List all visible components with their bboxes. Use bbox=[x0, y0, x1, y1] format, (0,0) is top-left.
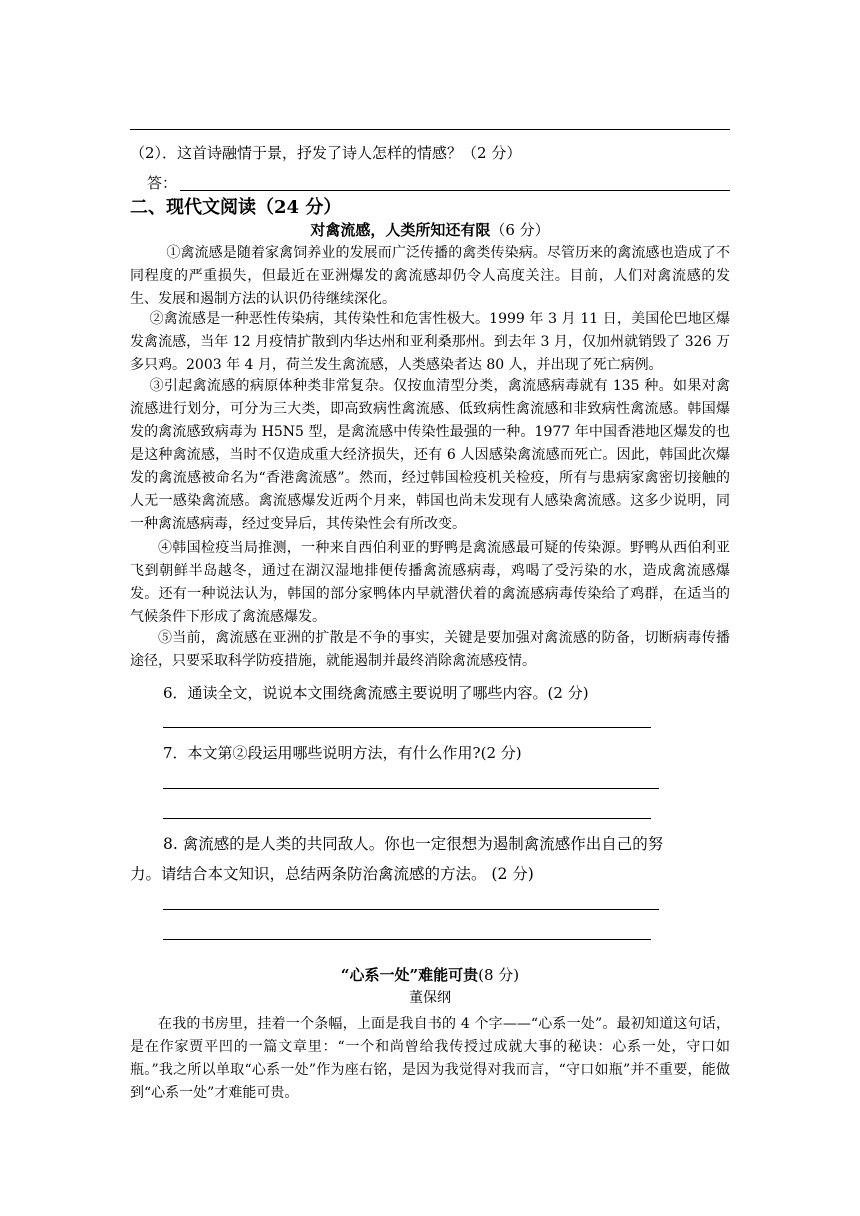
article1-paragraph-5: ⑤当前，禽流感在亚洲的扩散是不争的事实，关键是要加强对禽流感的防备，切断病毒传播途径，只要采取科学防疫措施，就能遏制并最终消除禽流感疫情。 bbox=[130, 630, 730, 669]
question-7: 7．本文第②段运用哪些说明方法，有什么作用?(2 分) bbox=[163, 744, 522, 762]
section-heading: 二、现代文阅读（24 分） bbox=[130, 197, 342, 218]
article1-paragraph-2: ②禽流感是一种恶性传染病，其传染性和危害性极大。1999 年 3 月 11 日，美国伦巴地区爆发禽流感，当年 12 月疫情扩散到内华达州和亚利桑那州。到去年 3 月，仅加州就销毁了 326 万多只鸡。2003 年 4 月，荷兰发生禽流感，人类感染者达 80 人，并出现了死亡病例。 bbox=[130, 311, 730, 373]
article2-paragraph: 在我的书房里，挂着一个条幅，上面是我自书的 4 个字——“心系一处”。最初知道这句话，是在作家贾平凹的一篇文章里：“一个和尚曾给我传授过成就大事的秘诀：心系一处，守口如瓶。”我之所以单取“心系一处”作为座右铭，是因为我觉得对我而言，“守口如瓶”并不重要，能做到“心系一处”才难能可贵。 bbox=[130, 1016, 730, 1101]
answer-line[interactable] bbox=[180, 190, 730, 191]
answer-line-q7-1[interactable] bbox=[163, 788, 659, 789]
answer-line-q6[interactable] bbox=[163, 727, 651, 728]
answer-line-top bbox=[130, 129, 730, 130]
answer-label: 答： bbox=[147, 174, 178, 192]
article1-score: （6 分） bbox=[490, 221, 550, 239]
answer-line-q8-2[interactable] bbox=[163, 939, 651, 940]
question-2: （2）．这首诗融情于景，抒发了诗人怎样的情感？（2 分） bbox=[130, 144, 522, 162]
question-6: 6．通读全文，说说本文围绕禽流感主要说明了哪些内容。(2 分) bbox=[163, 684, 589, 702]
article2-author: 董保纲 bbox=[409, 990, 451, 1006]
article1-paragraph-1: ①禽流感是随着家禽饲养业的发展而广泛传播的禽类传染病。尽管历来的禽流感也造成了不同程度的严重损失，但最近在亚洲爆发的禽流感却仍令人高度关注。目前，人们对禽流感的发生、发展和遏制方法的认识仍待继续深化。 bbox=[130, 245, 730, 307]
article1-title: 对禽流感，人类所知还有限 bbox=[310, 221, 491, 239]
question-8-line-2: 力。请结合本文知识，总结两条防治禽流感的方法。 (2 分) bbox=[130, 865, 534, 883]
article1-paragraph-3: ③引起禽流感的病原体种类非常复杂。仅按血清型分类，禽流感病毒就有 135 种。如果对禽流感进行划分，可分为三大类，即高致病性禽流感、低致病性禽流感和非致病性禽流感。韩国爆发的禽流感致病毒为 H5N5 型，是禽流感中传染性最强的一种。1977 年中国香港地区爆发的也是这种禽流感，当时不仅造成重大经济损失，还有 6 人因感染禽流感而死亡。因此，韩国此次爆发的禽流感被命名为“香港禽流感”。然而，经过韩国检疫机关检疫，所有与患病家禽密切接触的人无一感染禽流感。禽流感爆发近两个月来，韩国也尚未发现有人感染禽流感。这多少说明，同一种禽流感病毒，经过变异后，其传染性会有所改变。 bbox=[130, 378, 730, 532]
article2-score: (8 分) bbox=[478, 966, 520, 984]
article1-paragraph-4: ④韩国检疫当局推测，一种来自西伯利亚的野鸭是禽流感最可疑的传染源。野鸭从西伯利亚飞到朝鲜半岛越冬，通过在湖汉湿地排便传播禽流感病毒，鸡喝了受污染的水，造成禽流感爆发。还有一种说法认为，韩国的部分家鸭体内早就潜伏着的禽流感病毒传染给了鸡群，在适当的气候条件下形成了禽流感爆发。 bbox=[130, 540, 730, 625]
answer-line-q8-1[interactable] bbox=[163, 909, 659, 910]
article1-title-row bbox=[130, 219, 730, 241]
answer-line-q7-2[interactable] bbox=[163, 818, 651, 819]
article2-title: “心系一处”难能可贵 bbox=[340, 966, 479, 984]
question-8-line-1: 8. 禽流感的是人类的共同敌人。你也一定很想为遏制禽流感作出自己的努 bbox=[163, 835, 664, 853]
article2-title-row bbox=[130, 964, 730, 986]
